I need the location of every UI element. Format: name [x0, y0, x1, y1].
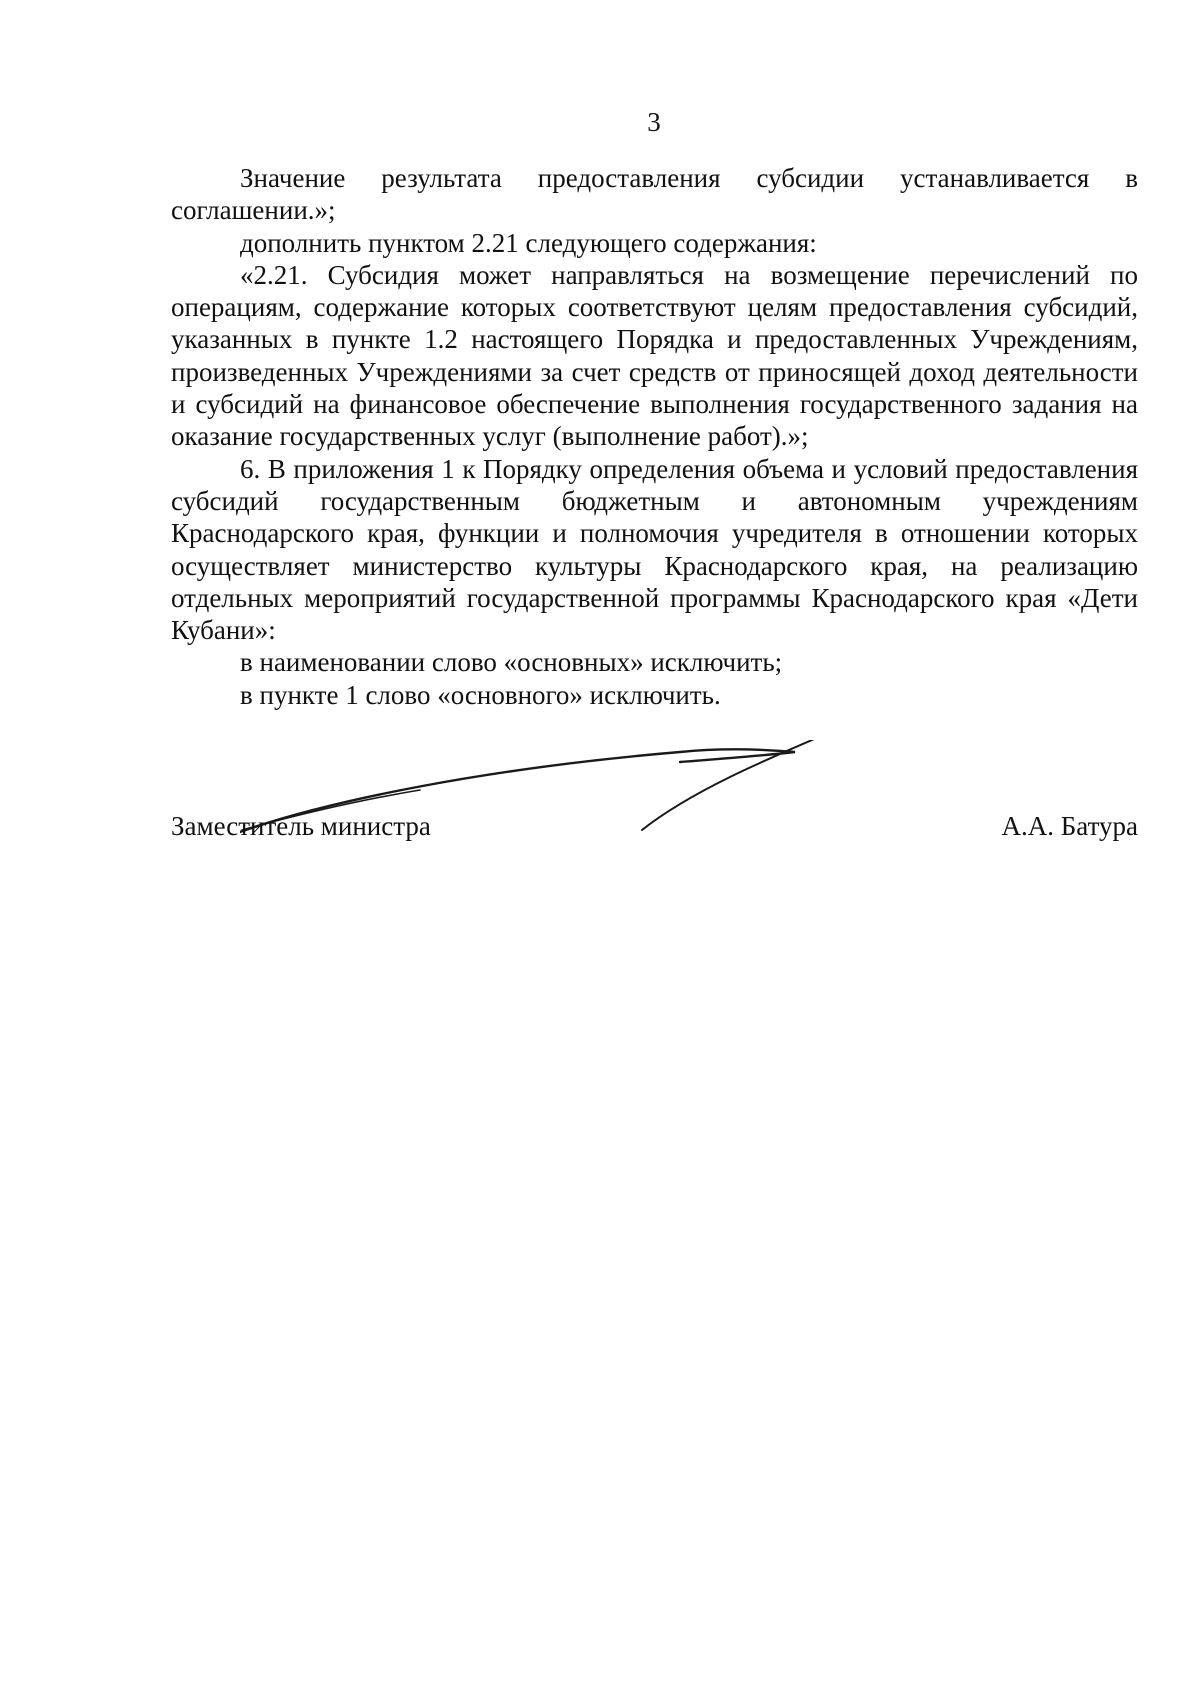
paragraph-point-1-change: в пункте 1 слово «основного» исключить. — [240, 679, 721, 710]
document-body — [171, 162, 1138, 711]
paragraph-result-value: Значение результата предоставления субсидии устанавливается в соглашении.»; — [171, 163, 1138, 226]
signature-block — [171, 810, 1138, 850]
paragraph-add-clause: дополнить пунктом 2.21 следующего содержания: — [240, 227, 817, 258]
signatory-title: Заместитель министра — [171, 811, 431, 841]
paragraph-item-6: 6. В приложения 1 к Порядку определения объема и условий предоставления субсидий государственным бюджетным и автономным учреждениям Краснодарского края, функции и полномочия учредителя в отношении которых осуществляет министерство культуры Краснодарского края, на реализацию отдельных мероприятий государственной программы Краснодарского края «Дети Кубани»: — [171, 453, 1138, 646]
paragraph-clause-2-21: «2.21. Субсидия может направляться на возмещение перечислений по операциям, содержание которых соответствуют целям предоставления субсидий, указанных в пункте 1.2 настоящего Порядка и предоставленных Учреждениям, произведенных Учреждениями за счет средств от приносящей доход деятельности и субсидий на финансовое обеспечение выполнения государственного задания на оказание государственных услуг (выполнение работ).»; — [171, 259, 1138, 452]
signatory-name: А.А. Батура — [1001, 811, 1138, 841]
page-number: 3 — [647, 107, 661, 137]
paragraph-title-change: в наименовании слово «основных» исключить; — [240, 647, 783, 678]
